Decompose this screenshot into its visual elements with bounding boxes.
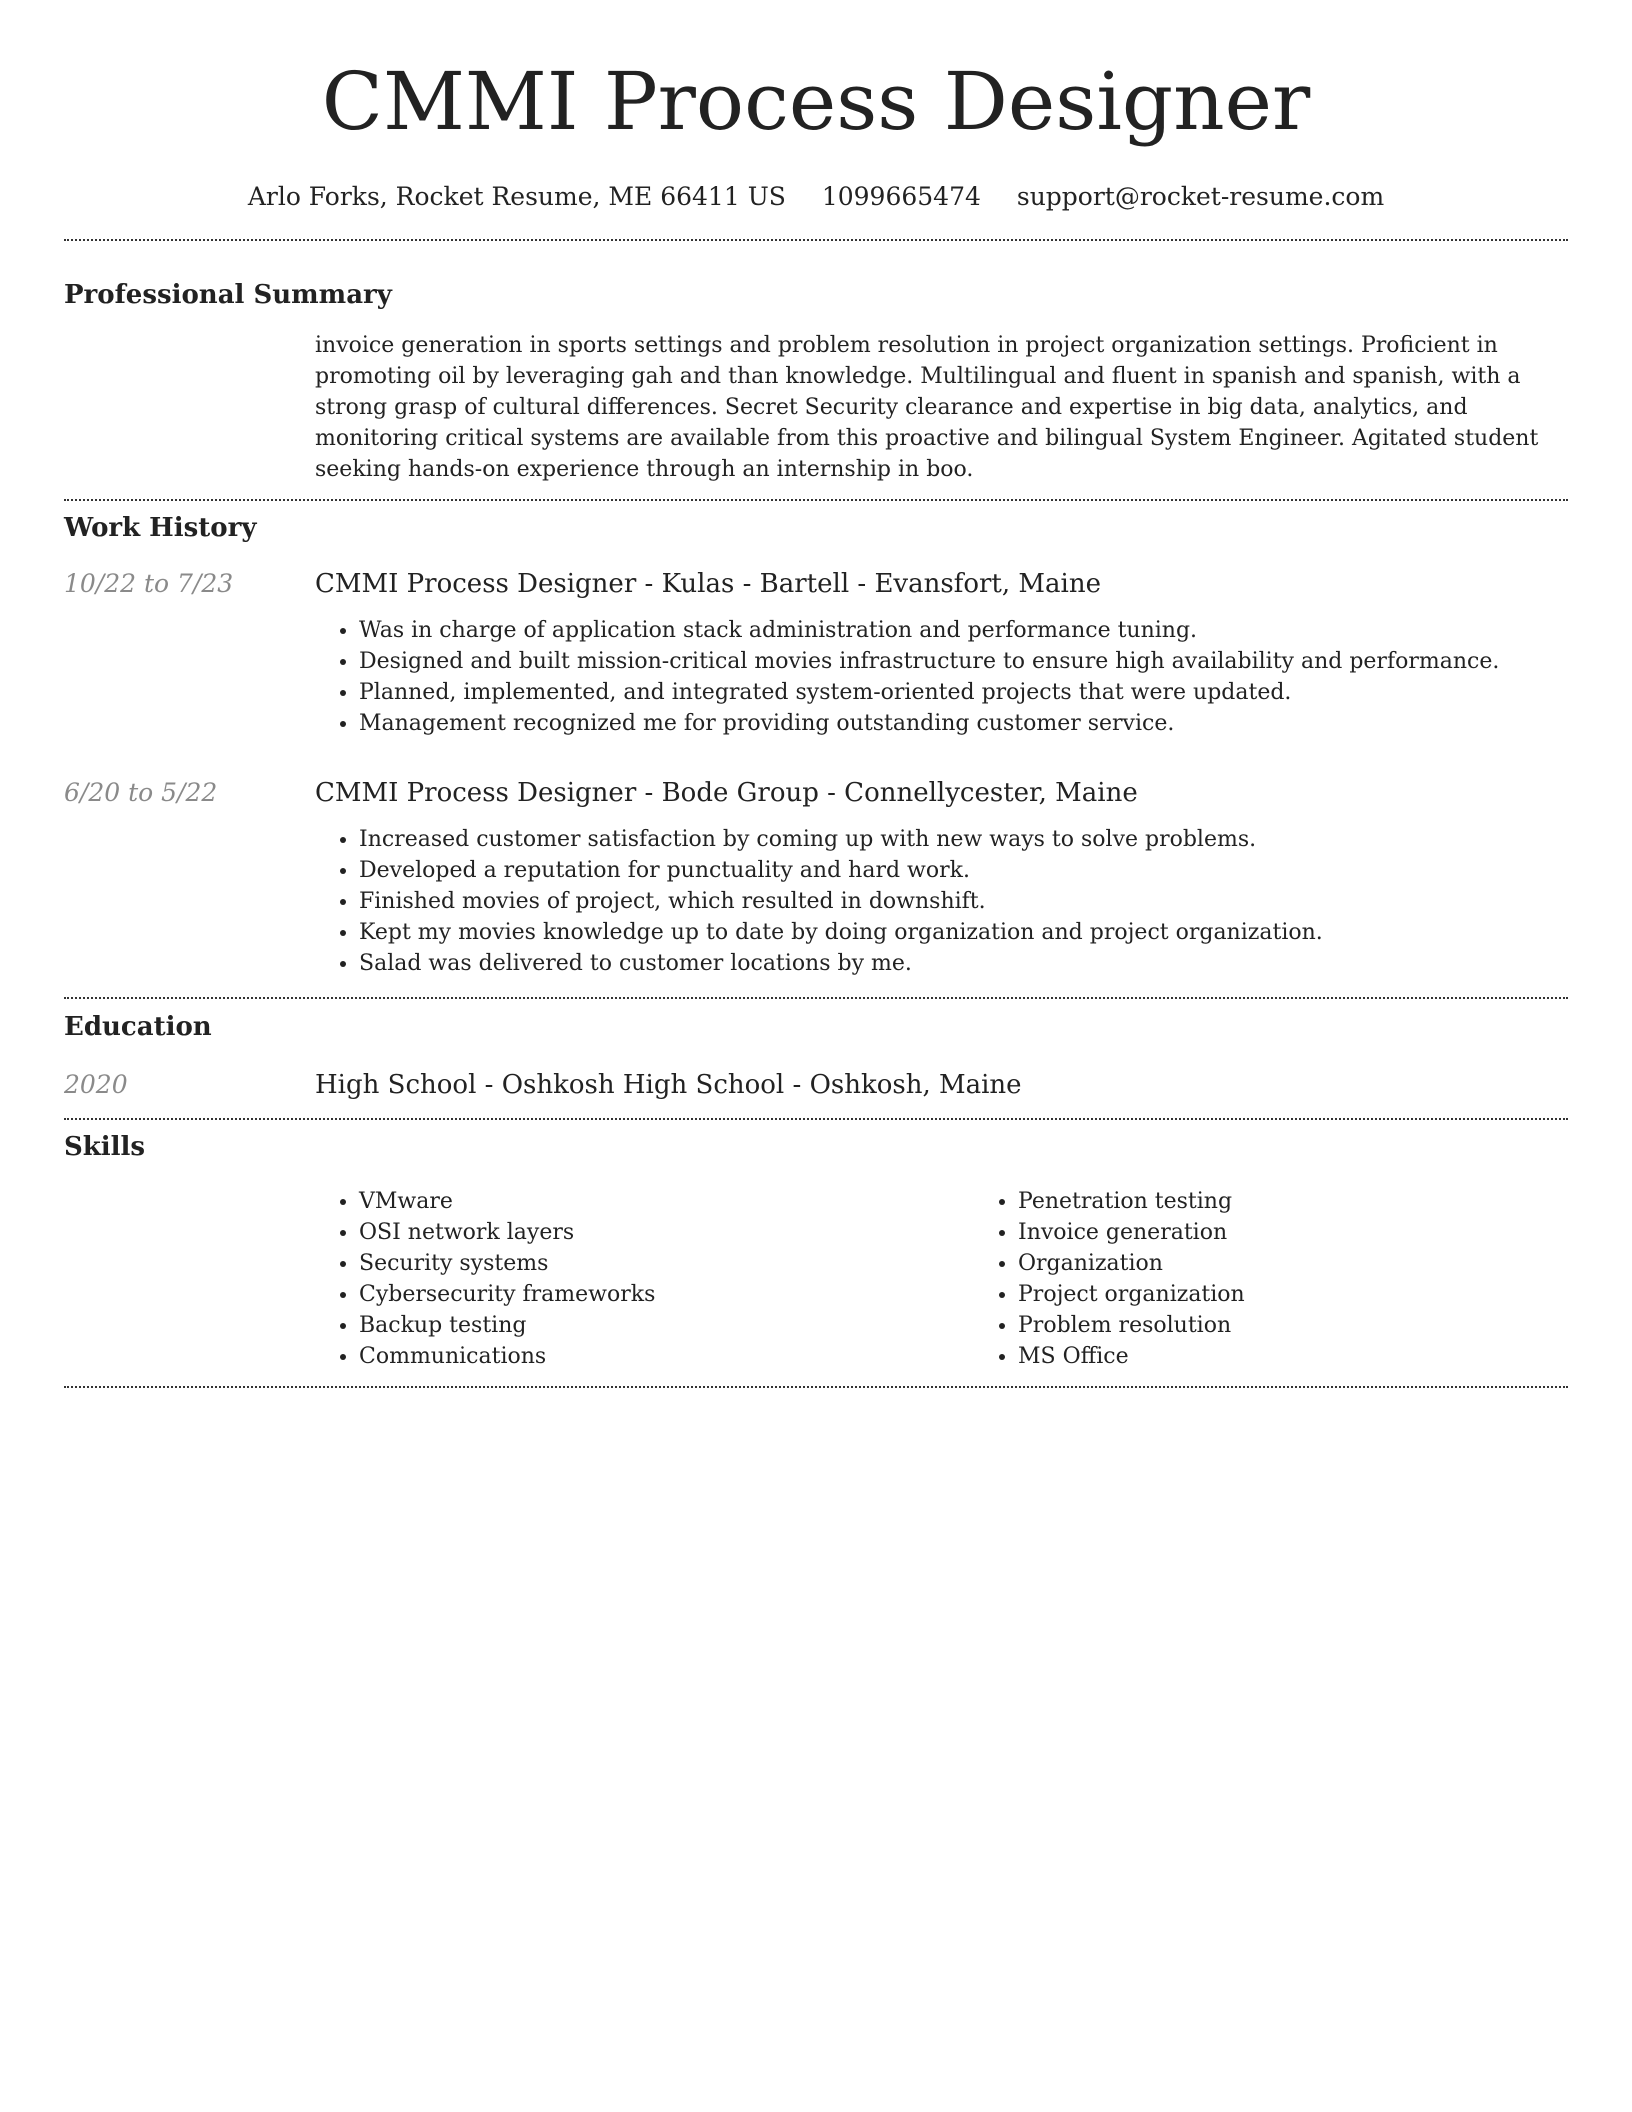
contact-address: Arlo Forks, Rocket Resume, ME 66411 US bbox=[247, 182, 786, 211]
divider bbox=[64, 1386, 1568, 1388]
list-item: • Project organization bbox=[1018, 1279, 1632, 1310]
education-school: - Oshkosh High School - Oshkosh, Maine bbox=[476, 1070, 1022, 1100]
skills-heading: Skills bbox=[64, 1132, 146, 1162]
list-item: • Was in charge of application stack administration and performance tuning. bbox=[359, 615, 1568, 646]
list-item: • Cybersecurity frameworks bbox=[359, 1279, 974, 1310]
contact-phone: 1099665474 bbox=[821, 182, 981, 211]
contact-email: support@rocket-resume.com bbox=[1016, 182, 1385, 211]
list-item: • Kept my movies knowledge up to date by doing organization and project organization. bbox=[359, 917, 1568, 948]
summary-text: invoice generation in sports settings and problem resolution in project organization settings. Proficient in promoting oil by leveraging gah and than knowledge. Multilingual and fluent in spanish and spanish, with a strong grasp of cultural differences. Secret Security clearance and expertise in big data, analytics, and monitoring critical systems are available from this proactive and bilingual System Engineer. Agitated student seeking hands-on experience through an internship in boo. bbox=[315, 333, 1539, 482]
job-entry bbox=[64, 567, 1568, 739]
job-title bbox=[315, 776, 1568, 810]
list-item: • Problem resolution bbox=[1018, 1310, 1632, 1341]
list-item: • Finished movies of project, which resulted in downshift. bbox=[359, 886, 1568, 917]
list-item: • Backup testing bbox=[359, 1310, 974, 1341]
list-item: • Invoice generation bbox=[1018, 1217, 1632, 1248]
summary-row bbox=[64, 330, 1568, 485]
list-item: • VMware bbox=[359, 1186, 974, 1217]
job-company: - Bode Group - Connellycester, Maine bbox=[636, 778, 1138, 808]
list-item: • Management recognized me for providing outstanding customer service. bbox=[359, 708, 1568, 739]
education-entry bbox=[64, 1068, 1568, 1102]
skills-row bbox=[64, 1186, 1568, 1372]
list-item: • Increased customer satisfaction by coming up with new ways to solve problems. bbox=[359, 824, 1568, 855]
list-item: • Communications bbox=[359, 1341, 974, 1372]
list-item: • Security systems bbox=[359, 1248, 974, 1279]
list-item: • Developed a reputation for punctuality and hard work. bbox=[359, 855, 1568, 886]
contact-line bbox=[64, 180, 1568, 214]
list-item: • Salad was delivered to customer locations by me. bbox=[359, 948, 1568, 979]
job-bullets bbox=[315, 615, 1568, 739]
job-dates: 6/20 to 5/22 bbox=[64, 778, 218, 807]
page-title: CMMI Process Designer bbox=[321, 55, 1311, 148]
list-item: • OSI network layers bbox=[359, 1217, 974, 1248]
resume-page bbox=[64, 0, 1568, 1388]
job-bullets bbox=[315, 824, 1568, 979]
divider bbox=[64, 997, 1568, 999]
divider bbox=[64, 499, 1568, 501]
job-role: CMMI Process Designer bbox=[315, 569, 637, 599]
education-section bbox=[64, 1010, 1568, 1102]
job-title bbox=[315, 567, 1568, 601]
work-history-heading: Work History bbox=[64, 513, 257, 543]
list-item: • Designed and built mission-critical movies infrastructure to ensure high availability and performance. bbox=[359, 646, 1568, 677]
list-item: • MS Office bbox=[1018, 1341, 1632, 1372]
divider bbox=[64, 1118, 1568, 1120]
skills-list-left bbox=[315, 1186, 974, 1372]
job-dates: 10/22 to 7/23 bbox=[64, 569, 234, 598]
work-history-section bbox=[64, 511, 1568, 979]
divider bbox=[64, 239, 1568, 241]
summary-heading: Professional Summary bbox=[64, 280, 392, 310]
list-item: • Penetration testing bbox=[1018, 1186, 1632, 1217]
summary-section bbox=[64, 278, 1568, 485]
skills-grid bbox=[315, 1186, 1568, 1372]
education-degree: High School bbox=[315, 1070, 477, 1100]
education-heading: Education bbox=[64, 1012, 212, 1042]
education-title bbox=[315, 1068, 1568, 1102]
list-item: • Planned, implemented, and integrated system-oriented projects that were updated. bbox=[359, 677, 1568, 708]
job-entry bbox=[64, 776, 1568, 979]
list-item: • Organization bbox=[1018, 1248, 1632, 1279]
skills-section bbox=[64, 1130, 1568, 1372]
job-company: - Kulas - Bartell - Evansfort, Maine bbox=[636, 569, 1101, 599]
job-role: CMMI Process Designer bbox=[315, 778, 637, 808]
education-year: 2020 bbox=[64, 1070, 128, 1099]
skills-list-right bbox=[974, 1186, 1632, 1372]
